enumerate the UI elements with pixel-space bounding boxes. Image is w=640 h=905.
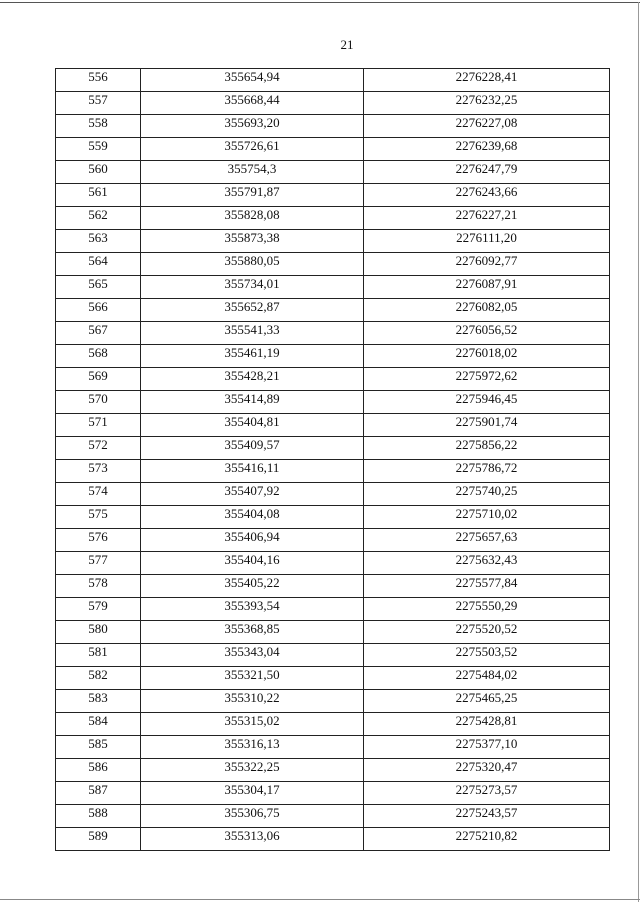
y-coordinate-cell: 2275320,47	[364, 759, 610, 782]
y-coordinate-cell: 2275484,02	[364, 667, 610, 690]
point-number-cell: 568	[56, 345, 141, 368]
coordinates-table	[55, 68, 610, 851]
x-coordinate-cell: 355404,16	[141, 552, 364, 575]
point-number-cell: 570	[56, 391, 141, 414]
table-row	[56, 92, 610, 115]
point-number-cell: 562	[56, 207, 141, 230]
table-row	[56, 115, 610, 138]
point-number-cell: 589	[56, 828, 141, 851]
y-coordinate-cell: 2276018,02	[364, 345, 610, 368]
table-row	[56, 207, 610, 230]
y-coordinate-cell: 2275786,72	[364, 460, 610, 483]
point-number-cell: 574	[56, 483, 141, 506]
y-coordinate-cell: 2276247,79	[364, 161, 610, 184]
y-coordinate-cell: 2275657,63	[364, 529, 610, 552]
table-row	[56, 138, 610, 161]
x-coordinate-cell: 355693,20	[141, 115, 364, 138]
x-coordinate-cell: 355654,94	[141, 69, 364, 92]
point-number-cell: 559	[56, 138, 141, 161]
point-number-cell: 561	[56, 184, 141, 207]
point-number-cell: 560	[56, 161, 141, 184]
table-row	[56, 69, 610, 92]
point-number-cell: 585	[56, 736, 141, 759]
table-row	[56, 759, 610, 782]
y-coordinate-cell: 2275577,84	[364, 575, 610, 598]
table-row	[56, 782, 610, 805]
x-coordinate-cell: 355310,22	[141, 690, 364, 713]
x-coordinate-cell: 355406,94	[141, 529, 364, 552]
x-coordinate-cell: 355393,54	[141, 598, 364, 621]
table-row	[56, 276, 610, 299]
y-coordinate-cell: 2275946,45	[364, 391, 610, 414]
x-coordinate-cell: 355404,81	[141, 414, 364, 437]
y-coordinate-cell: 2276087,91	[364, 276, 610, 299]
table-row	[56, 805, 610, 828]
y-coordinate-cell: 2275520,52	[364, 621, 610, 644]
y-coordinate-cell: 2275550,29	[364, 598, 610, 621]
point-number-cell: 567	[56, 322, 141, 345]
y-coordinate-cell: 2275632,43	[364, 552, 610, 575]
y-coordinate-cell: 2276111,20	[364, 230, 610, 253]
point-number-cell: 564	[56, 253, 141, 276]
x-coordinate-cell: 355313,06	[141, 828, 364, 851]
table-row	[56, 598, 610, 621]
point-number-cell: 576	[56, 529, 141, 552]
table-row	[56, 644, 610, 667]
table-row	[56, 414, 610, 437]
point-number-cell: 579	[56, 598, 141, 621]
x-coordinate-cell: 355405,22	[141, 575, 364, 598]
x-coordinate-cell: 355828,08	[141, 207, 364, 230]
point-number-cell: 566	[56, 299, 141, 322]
point-number-cell: 584	[56, 713, 141, 736]
y-coordinate-cell: 2276228,41	[364, 69, 610, 92]
point-number-cell: 583	[56, 690, 141, 713]
x-coordinate-cell: 355880,05	[141, 253, 364, 276]
point-number-cell: 571	[56, 414, 141, 437]
table-row	[56, 506, 610, 529]
x-coordinate-cell: 355873,38	[141, 230, 364, 253]
x-coordinate-cell: 355734,01	[141, 276, 364, 299]
y-coordinate-cell: 2276227,21	[364, 207, 610, 230]
y-coordinate-cell: 2275243,57	[364, 805, 610, 828]
x-coordinate-cell: 355404,08	[141, 506, 364, 529]
y-coordinate-cell: 2276092,77	[364, 253, 610, 276]
table-row	[56, 736, 610, 759]
y-coordinate-cell: 2276243,66	[364, 184, 610, 207]
table-row	[56, 184, 610, 207]
table-row	[56, 322, 610, 345]
x-coordinate-cell: 355461,19	[141, 345, 364, 368]
table-row	[56, 299, 610, 322]
y-coordinate-cell: 2275210,82	[364, 828, 610, 851]
x-coordinate-cell: 355414,89	[141, 391, 364, 414]
y-coordinate-cell: 2276232,25	[364, 92, 610, 115]
point-number-cell: 578	[56, 575, 141, 598]
table-row	[56, 828, 610, 851]
point-number-cell: 572	[56, 437, 141, 460]
point-number-cell: 577	[56, 552, 141, 575]
x-coordinate-cell: 355316,13	[141, 736, 364, 759]
table-row	[56, 437, 610, 460]
y-coordinate-cell: 2275901,74	[364, 414, 610, 437]
table-row	[56, 713, 610, 736]
point-number-cell: 569	[56, 368, 141, 391]
y-coordinate-cell: 2275273,57	[364, 782, 610, 805]
point-number-cell: 587	[56, 782, 141, 805]
table-row	[56, 368, 610, 391]
y-coordinate-cell: 2276082,05	[364, 299, 610, 322]
x-coordinate-cell: 355315,02	[141, 713, 364, 736]
y-coordinate-cell: 2275428,81	[364, 713, 610, 736]
table-row	[56, 391, 610, 414]
table-row	[56, 253, 610, 276]
scan-edge-top	[0, 2, 640, 3]
table-row	[56, 345, 610, 368]
point-number-cell: 557	[56, 92, 141, 115]
x-coordinate-cell: 355306,75	[141, 805, 364, 828]
coordinates-table-body	[56, 69, 610, 851]
x-coordinate-cell: 355407,92	[141, 483, 364, 506]
y-coordinate-cell: 2275377,10	[364, 736, 610, 759]
point-number-cell: 565	[56, 276, 141, 299]
table-row	[56, 529, 610, 552]
scan-edge-right	[638, 2, 639, 902]
table-row	[56, 483, 610, 506]
page-number: 21	[340, 37, 354, 52]
point-number-cell: 556	[56, 69, 141, 92]
y-coordinate-cell: 2275710,02	[364, 506, 610, 529]
table-row	[56, 667, 610, 690]
x-coordinate-cell: 355428,21	[141, 368, 364, 391]
x-coordinate-cell: 355416,11	[141, 460, 364, 483]
x-coordinate-cell: 355668,44	[141, 92, 364, 115]
x-coordinate-cell: 355652,87	[141, 299, 364, 322]
y-coordinate-cell: 2275465,25	[364, 690, 610, 713]
x-coordinate-cell: 355368,85	[141, 621, 364, 644]
table-row	[56, 621, 610, 644]
point-number-cell: 582	[56, 667, 141, 690]
point-number-cell: 581	[56, 644, 141, 667]
point-number-cell: 588	[56, 805, 141, 828]
y-coordinate-cell: 2276227,08	[364, 115, 610, 138]
x-coordinate-cell: 355541,33	[141, 322, 364, 345]
point-number-cell: 575	[56, 506, 141, 529]
table-row	[56, 690, 610, 713]
y-coordinate-cell: 2275972,62	[364, 368, 610, 391]
x-coordinate-cell: 355409,57	[141, 437, 364, 460]
table-row	[56, 161, 610, 184]
x-coordinate-cell: 355726,61	[141, 138, 364, 161]
table-row	[56, 575, 610, 598]
scan-edge-bottom	[0, 899, 640, 900]
point-number-cell: 586	[56, 759, 141, 782]
table-row	[56, 230, 610, 253]
x-coordinate-cell: 355754,3	[141, 161, 364, 184]
y-coordinate-cell: 2275503,52	[364, 644, 610, 667]
point-number-cell: 563	[56, 230, 141, 253]
point-number-cell: 573	[56, 460, 141, 483]
x-coordinate-cell: 355791,87	[141, 184, 364, 207]
y-coordinate-cell: 2276239,68	[364, 138, 610, 161]
point-number-cell: 558	[56, 115, 141, 138]
y-coordinate-cell: 2275856,22	[364, 437, 610, 460]
y-coordinate-cell: 2275740,25	[364, 483, 610, 506]
point-number-cell: 580	[56, 621, 141, 644]
x-coordinate-cell: 355321,50	[141, 667, 364, 690]
table-row	[56, 552, 610, 575]
table-row	[56, 460, 610, 483]
y-coordinate-cell: 2276056,52	[364, 322, 610, 345]
x-coordinate-cell: 355322,25	[141, 759, 364, 782]
x-coordinate-cell: 355343,04	[141, 644, 364, 667]
x-coordinate-cell: 355304,17	[141, 782, 364, 805]
